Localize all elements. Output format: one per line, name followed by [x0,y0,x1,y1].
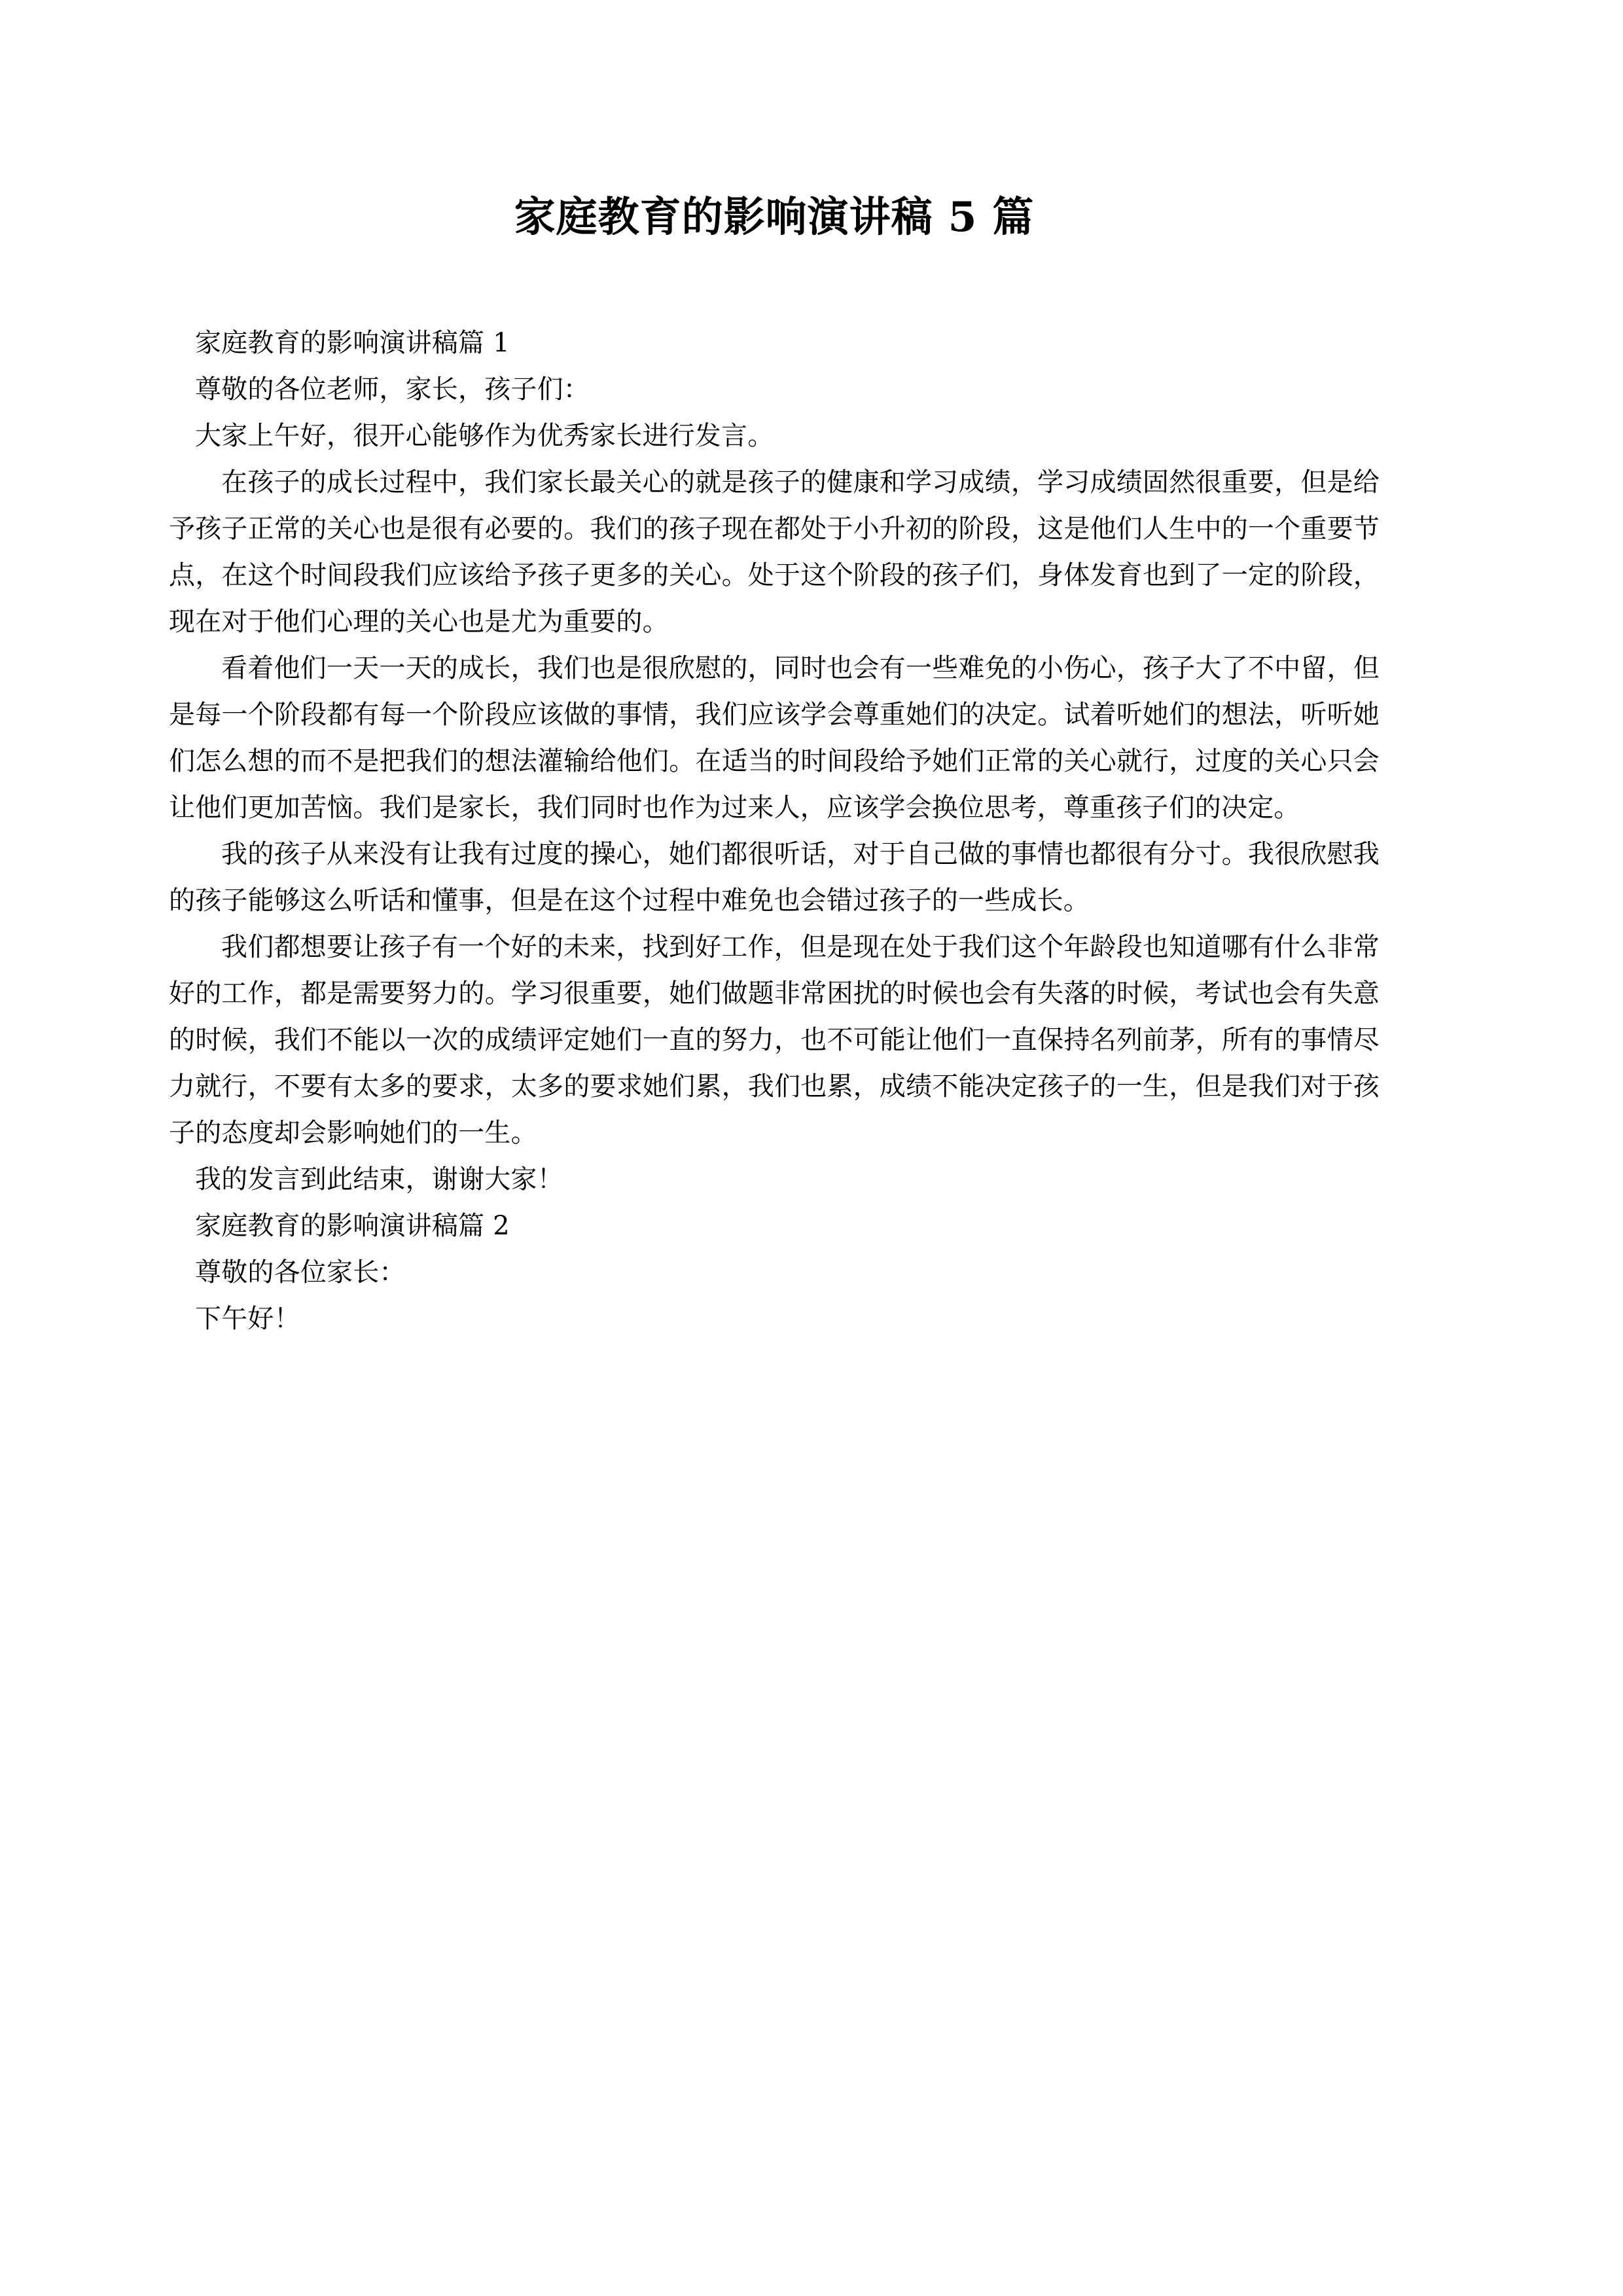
closing-1: 我的发言到此结束，谢谢大家！ [195,1164,563,1194]
greeting-1: 大家上午好，很开心能够作为优秀家长进行发言。 [195,420,774,451]
document-body [169,243,1380,1342]
greeting-2: 下午好！ [195,1303,300,1334]
page-title: 家庭教育的影响演讲稿 5 篇 [514,192,1035,241]
paragraph-1: 在孩子的成长过程中，我们家长最关心的就是孩子的健康和学习成绩，学习成绩固然很重要，但是给予孩子正常的关心也是很有必要的。我们的孩子现在都处于小升初的阶段，这是他们人生中的一个重要节点，在这个时间段我们应该给予孩子更多的关心。处于这个阶段的孩子们，身体发育也到了一定的阶段，现在对于他们心理的关心也是尤为重要的。 [169,467,1380,637]
salutation-1: 尊敬的各位老师，家长，孩子们： [195,374,590,404]
page-content [169,0,1380,1342]
paragraph-3: 我的孩子从来没有让我有过度的操心，她们都很听话，对于自己做的事情也都很有分寸。我很欣慰我的孩子能够这么听话和懂事，但是在这个过程中难免也会错过孩子的一些成长。 [169,838,1380,916]
paragraph-2: 看着他们一天一天的成长，我们也是很欣慰的，同时也会有一些难免的小伤心，孩子大了不中留，但是每一个阶段都有每一个阶段应该做的事情，我们应该学会尊重她们的决定。试着听她们的想法，听听她们怎么想的而不是把我们的想法灌输给他们。在适当的时间段给予她们正常的关心就行，过度的关心只会让他们更加苦恼。我们是家长，我们同时也作为过来人，应该学会换位思考，尊重孩子们的决定。 [169,653,1380,823]
paragraph-4: 我们都想要让孩子有一个好的未来，找到好工作，但是现在处于我们这个年龄段也知道哪有什么非常好的工作，都是需要努力的。学习很重要，她们做题非常困扰的时候也会有失落的时候，考试也会有失意的时候，我们不能以一次的成绩评定她们一直的努力，也不可能让他们一直保持名列前茅，所有的事情尽力就行，不要有太多的要求，太多的要求她们累，我们也累，成绩不能决定孩子的一生，但是我们对于孩子的态度却会影响她们的一生。 [169,931,1380,1148]
section-heading-2: 家庭教育的影响演讲稿篇 2 [195,1210,510,1241]
salutation-2: 尊敬的各位家长： [195,1257,406,1287]
section-heading-1: 家庭教育的影响演讲稿篇 1 [195,327,510,358]
